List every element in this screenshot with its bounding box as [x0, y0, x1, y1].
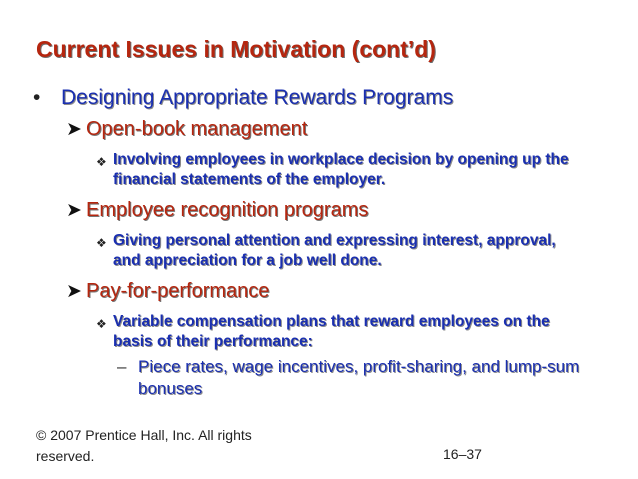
arrowhead-right-icon: ➤	[66, 119, 82, 140]
bullet-item-label: Open-book management	[86, 118, 308, 140]
diamond-four-point-icon: ❖	[96, 236, 107, 250]
bullet-item-pay-for-performance	[66, 280, 269, 303]
copyright-notice	[36, 425, 296, 467]
bullet-dot-icon: •	[33, 86, 41, 109]
bullet-detail-pay-for-performance	[96, 312, 550, 352]
bullet-level1-text: Designing Appropriate Rewards Programs	[61, 86, 454, 109]
page-number: 16–37	[443, 446, 482, 462]
en-dash-icon: –	[117, 357, 127, 376]
bullet-subdetail-line2: bonuses	[138, 379, 203, 398]
bullet-detail-text	[113, 150, 569, 190]
bullet-detail-open-book	[96, 150, 569, 190]
bullet-subdetail-text	[138, 356, 579, 400]
bullet-detail-line1: Variable compensation plans that reward employees on the	[113, 313, 550, 330]
copyright-line2: reserved.	[36, 448, 95, 464]
bullet-level1	[33, 86, 453, 110]
diamond-four-point-icon: ❖	[96, 317, 107, 331]
bullet-item-open-book	[66, 118, 307, 141]
arrowhead-right-icon: ➤	[66, 200, 82, 221]
bullet-subdetail-pay-for-performance	[117, 356, 579, 400]
bullet-item-recognition	[66, 199, 368, 222]
bullet-item-label: Employee recognition programs	[86, 199, 369, 221]
slide-title: Current Issues in Motivation (cont’d)	[36, 36, 436, 62]
bullet-detail-line1: Involving employees in workplace decision by opening up the	[113, 151, 569, 168]
bullet-item-label: Pay-for-performance	[86, 280, 270, 302]
bullet-subdetail-line1: Piece rates, wage incentives, profit-sharing, and lump-sum	[138, 357, 580, 376]
arrowhead-right-icon: ➤	[66, 281, 82, 302]
bullet-detail-text	[113, 231, 556, 271]
copyright-line1: © 2007 Prentice Hall, Inc. All rights	[36, 427, 252, 443]
diamond-four-point-icon: ❖	[96, 155, 107, 169]
bullet-detail-text	[113, 312, 550, 352]
bullet-detail-recognition	[96, 231, 556, 271]
bullet-detail-line1: Giving personal attention and expressing interest, approval,	[113, 232, 556, 249]
bullet-detail-line2: financial statements of the employer.	[113, 171, 386, 188]
bullet-detail-line2: and appreciation for a job well done.	[113, 252, 382, 269]
bullet-detail-line2: basis of their performance:	[113, 333, 313, 350]
